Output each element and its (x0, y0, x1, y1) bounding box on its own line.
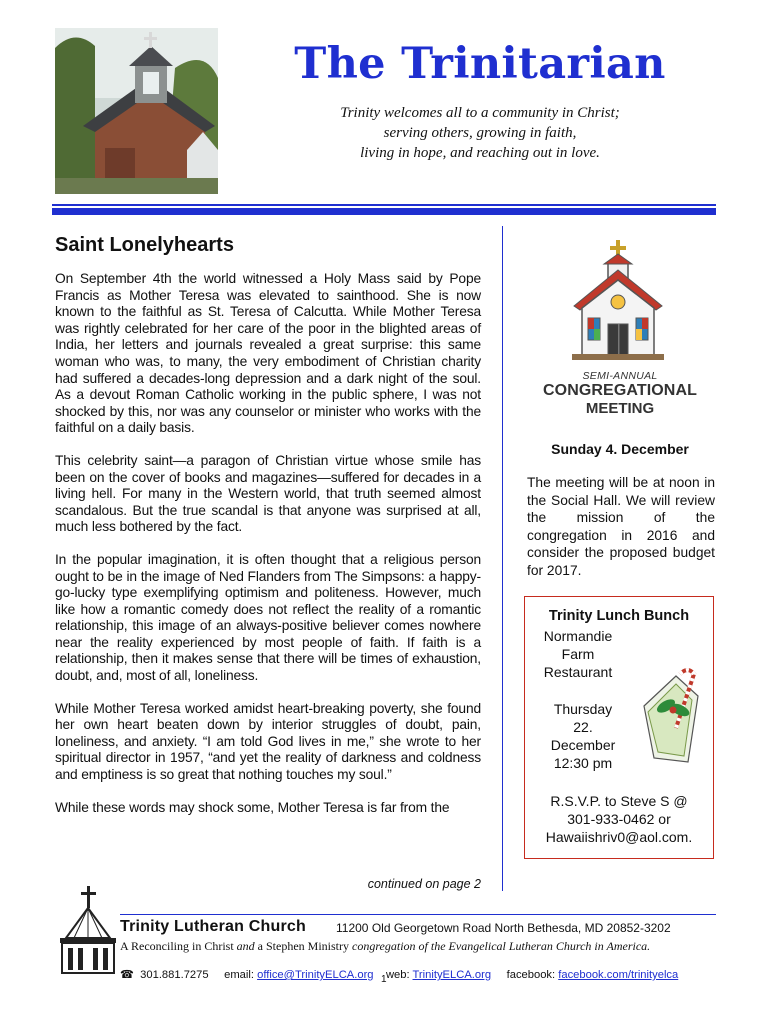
lunch-datetime (528, 700, 638, 772)
header-rule-thick (52, 208, 716, 215)
email-link[interactable]: office@TrinityELCA.org (257, 969, 374, 981)
email-label: email: (224, 969, 254, 981)
meeting-label-line2: MEETING (585, 400, 655, 417)
footer-rule (120, 914, 716, 915)
lunch-datetime-line: December (550, 737, 616, 753)
meeting-date: Sunday 4. December (551, 441, 689, 457)
lunch-datetime-line: 12:30 pm (553, 755, 613, 771)
affiliation-part-italic: congregation of the Evangelical Lutheran Church in America. (352, 939, 651, 953)
article-body (55, 271, 481, 832)
lunch-bunch-title: Trinity Lunch Bunch (548, 608, 690, 624)
lunch-location-line: Restaurant (543, 664, 613, 680)
church-logo-icon (54, 886, 118, 976)
lunch-rsvp-line: 301-933-0462 or (567, 811, 671, 827)
tagline-line-2: serving others, growing in faith, (383, 125, 577, 141)
lunch-datetime-line: Thursday (553, 701, 613, 717)
lunch-location-line: Farm (561, 646, 595, 662)
meeting-label-small: SEMI-ANNUAL (582, 370, 658, 382)
church-logo (54, 886, 118, 976)
affiliation-part: A Reconciling in Christ (120, 939, 237, 953)
facebook-link[interactable]: facebook.com/trinityelca (558, 969, 679, 981)
article-paragraph: On September 4th the world witnessed a Holy Mass said by Pope Francis as Mother Teresa was elevated to sainthood. She is now known to the faithful as St. Teresa of Calcutta. While Mother Teresa was rightly celebrated for her care of the poor in the blighted areas of India, her letters and journals revealed a great surprise: this same woman who was, to many, the very embodiment of Christian charity had suffered a decades-long depression and a dark night of the soul. As a devout Roman Catholic working in the public sphere, I was not shocked by this, nor was any counselor or minister who works with the faithful on a daily basis. (55, 271, 481, 436)
lunch-rsvp (525, 792, 713, 846)
church-photo-icon (55, 28, 218, 194)
lunch-location-line: Normandie (543, 628, 613, 644)
telephone-icon: ☎ (120, 969, 134, 981)
article-title: Saint Lonelyhearts (55, 234, 234, 256)
tagline-line-1: Trinity welcomes all to a community in Christ; (340, 105, 620, 121)
tagline-line-3: living in hope, and reaching out in love. (360, 145, 600, 161)
column-divider (502, 226, 503, 891)
website-link[interactable]: TrinityELCA.org (412, 969, 492, 981)
lunch-datetime-line: 22. (573, 719, 593, 735)
lunch-rsvp-line: Hawaiishriv0@aol.com. (545, 829, 693, 845)
facebook-label: facebook: (506, 969, 556, 981)
phone-number: 301.881.7275 (140, 969, 209, 981)
contact-line (120, 968, 678, 982)
newsletter-title: The Trinitarian (294, 39, 666, 89)
meeting-label-line1: CONGREGATIONAL (543, 382, 697, 399)
page-number: 1 (381, 974, 387, 985)
lunch-location (528, 627, 628, 681)
header-rule-thin (52, 204, 716, 206)
church-name: Trinity Lutheran Church (120, 918, 306, 935)
meeting-heading (525, 370, 715, 418)
church-photo (55, 28, 218, 194)
chapel-illustration (568, 240, 668, 362)
web-label: web: (385, 969, 410, 981)
napkin-icon (636, 666, 706, 764)
church-affiliation (120, 938, 650, 954)
article-paragraph: This celebrity saint—a paragon of Christian virtue whose smile has been on the cover of books and magazines—suffered for decades in a living hell. For many in the Western world, that truth seemed almost scandalous. But the true scandal is that anyone was surprised at all, much less bothered by the fact. (55, 452, 481, 535)
continued-note: continued on page 2 (367, 877, 481, 891)
church-address: 11200 Old Georgetown Road North Bethesda, MD 20852-3202 (336, 921, 671, 935)
chapel-icon (568, 240, 668, 362)
mission-tagline (250, 103, 710, 163)
article-paragraph: While Mother Teresa worked amidst heart-breaking poverty, she found her own heart beaten down by interior struggles of doubt, pain, loneliness, and anxiety. “I am told God lives in me,” she wrote to her spiritual director in 1957, “and yet the reality of darkness and coldness and emptiness is so great that nothing touches my soul.” (55, 700, 481, 783)
article-paragraph: While these words may shock some, Mother Teresa is far from the (55, 799, 450, 815)
napkin-candycane-illustration (636, 666, 706, 764)
affiliation-and: and (236, 939, 255, 953)
lunch-rsvp-line: R.S.V.P. to Steve S @ (550, 793, 688, 809)
meeting-description: The meeting will be at noon in the Social Hall. We will review the mission of the congregation in 2016 and consider the proposed budget for 2017. (527, 475, 715, 578)
affiliation-part: a Stephen Ministry (254, 939, 352, 953)
article-paragraph: In the popular imagination, it is often thought that a religious person ought to be in the image of Ned Flanders from The Simpsons: a happy-go-lucky type exemplifying optimism and politeness. However, much like how a romantic comedy does not reflect the reality of a romantic relationship, this image of an always-positive believer comes nowhere near the reality experienced by most people of faith. If faith is a relationship, then it makes sense that there will be times of exhaustion, doubt, and, most of all, loneliness. (55, 551, 481, 684)
